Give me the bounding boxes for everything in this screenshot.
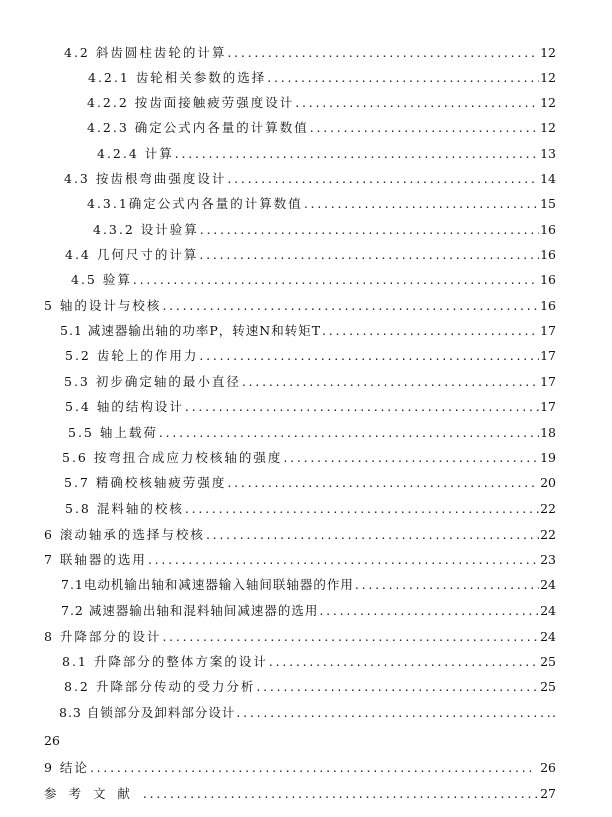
leader-dots <box>295 94 539 111</box>
toc-entry[interactable] <box>65 246 556 263</box>
toc-page: 17 <box>540 348 556 363</box>
toc-page: 20 <box>540 475 556 490</box>
leader-dots <box>227 474 539 491</box>
leader-dots <box>256 678 539 695</box>
toc-entry[interactable] <box>44 785 556 802</box>
toc-page: 25 <box>540 654 556 669</box>
leader-dots <box>185 500 539 517</box>
toc-label: 4.2.2 按齿面接触疲劳强度设计 <box>87 95 295 110</box>
toc-entry[interactable] <box>60 322 556 339</box>
toc-label: 5.8 混料轴的校核 <box>65 501 184 516</box>
toc-page: . <box>552 705 556 720</box>
toc-page: 17 <box>540 374 556 389</box>
toc-label: 4.3 按齿根弯曲强度设计 <box>64 171 227 186</box>
leader-dots <box>133 271 539 288</box>
leader-dots <box>355 576 539 593</box>
leader-dots <box>269 653 539 670</box>
toc-label: 4.2.4 计算 <box>97 146 174 161</box>
toc-entry[interactable] <box>71 271 556 288</box>
toc-label: 8.1 升降部分的整体方案的设计 <box>62 654 268 669</box>
toc-label: 5.6 按弯扭合成应力校核轴的强度 <box>62 450 283 465</box>
toc-page: 16 <box>540 222 556 237</box>
toc-page: 24 <box>540 629 556 644</box>
toc-page: 24 <box>540 577 556 592</box>
toc-page: 16 <box>540 272 556 287</box>
toc-page: 18 <box>540 425 556 440</box>
toc-label: 7.1电动机输出轴和减速器输入轴间联轴器的作用 <box>61 577 354 592</box>
leader-dots <box>90 759 535 776</box>
toc-label: 9 结论 <box>44 760 89 775</box>
leader-dots <box>185 398 539 415</box>
toc-page: 15 <box>540 196 556 211</box>
toc-entry[interactable] <box>64 474 556 491</box>
toc-entry[interactable] <box>62 653 556 670</box>
toc-page: 22 <box>540 527 556 542</box>
toc-entry[interactable] <box>88 69 556 86</box>
toc-label: 5.7 精确校核轴疲劳强度 <box>64 475 227 490</box>
toc-label: 4.5 验算 <box>71 272 132 287</box>
toc-label: 5.2 齿轮上的作用力 <box>65 348 199 363</box>
toc-page: 17 <box>540 399 556 414</box>
toc-label: 5 轴的设计与校核 <box>44 298 162 313</box>
toc-entry[interactable] <box>59 704 556 721</box>
toc-label: 5.5 轴上载荷 <box>68 425 158 440</box>
leader-dots <box>199 246 539 263</box>
toc-overflow-page: 26 <box>44 733 60 748</box>
leader-dots <box>148 551 539 568</box>
toc-entry[interactable] <box>64 678 556 695</box>
leader-dots <box>227 170 539 187</box>
leader-dots <box>283 449 539 466</box>
toc-label: 4.3.1确定公式内各量的计算数值 <box>87 196 303 211</box>
leader-dots <box>162 297 539 314</box>
toc-page: 22 <box>540 501 556 516</box>
toc-label: 8.3 自锁部分及卸料部分设计 <box>59 705 236 720</box>
toc-entry[interactable] <box>87 119 556 136</box>
toc-page: 13 <box>540 146 556 161</box>
toc-label: 7 联轴器的选用 <box>44 552 147 567</box>
toc-page: 12 <box>540 70 556 85</box>
leader-dots <box>200 221 539 238</box>
leader-dots <box>206 526 539 543</box>
toc-page: 23 <box>540 552 556 567</box>
toc-label: 4.2.1 齿轮相关参数的选择 <box>88 70 267 85</box>
toc-label: 4.3.2 设计验算 <box>93 222 199 237</box>
toc-entry[interactable] <box>44 297 556 314</box>
leader-dots <box>143 785 539 802</box>
toc-entry[interactable] <box>87 195 556 212</box>
toc-page: 24 <box>540 603 556 618</box>
toc-page: 17 <box>540 323 556 338</box>
toc-label: 7.2 减速器输出轴和混料轴间减速器的选用 <box>61 603 319 618</box>
toc-page: 26 <box>536 760 556 775</box>
toc-entry[interactable] <box>61 576 556 593</box>
toc-label: 4.2 斜齿圆柱齿轮的计算 <box>64 45 227 60</box>
leader-dots <box>242 373 539 390</box>
toc-label: 参 考 文 献 <box>44 786 142 801</box>
leader-dots <box>199 347 539 364</box>
toc-entry[interactable] <box>65 347 556 364</box>
leader-dots <box>159 424 539 441</box>
toc-label: 6 滚动轴承的选择与校核 <box>44 527 205 542</box>
toc-page: 16 <box>540 298 556 313</box>
toc-page: 27 <box>540 786 556 801</box>
leader-dots <box>319 602 539 619</box>
toc-entry[interactable] <box>44 526 556 543</box>
toc-label: 5.1 减速器输出轴的功率P，转速N和转矩T <box>60 323 322 338</box>
toc-label: 5.4 轴的结构设计 <box>65 399 184 414</box>
leader-dots <box>162 628 539 645</box>
toc-page: 25 <box>540 679 556 694</box>
toc-page: 19 <box>540 450 556 465</box>
leader-dots <box>175 145 539 162</box>
toc-page: 12 <box>540 120 556 135</box>
toc-label: 8.2 升降部分传动的受力分析 <box>64 679 256 694</box>
toc-entry[interactable] <box>64 170 556 187</box>
toc-label: 5.3 初步确定轴的最小直径 <box>64 374 241 389</box>
toc-entry[interactable] <box>68 424 556 441</box>
leader-dots <box>322 322 539 339</box>
toc-entry[interactable] <box>44 759 556 776</box>
toc-page: 16 <box>540 247 556 262</box>
toc-entry[interactable] <box>64 44 556 61</box>
toc-entry[interactable] <box>61 602 556 619</box>
toc-label: 4.2.3 确定公式内各量的计算数值 <box>87 120 309 135</box>
toc-page: 12 <box>540 45 556 60</box>
leader-dots <box>236 704 551 721</box>
toc-entry[interactable] <box>44 628 556 645</box>
toc-page: 14 <box>540 171 556 186</box>
toc-label: 4.4 几何尺寸的计算 <box>65 247 199 262</box>
leader-dots <box>267 69 539 86</box>
toc-label: 8 升降部分的设计 <box>44 629 162 644</box>
toc-entry[interactable] <box>87 94 556 111</box>
toc-entry[interactable] <box>65 500 556 517</box>
leader-dots <box>227 44 539 61</box>
leader-dots <box>304 195 539 212</box>
toc-entry[interactable] <box>93 221 556 238</box>
toc-entry[interactable] <box>64 373 556 390</box>
toc-entry[interactable] <box>62 449 556 466</box>
toc-entry[interactable] <box>44 551 556 568</box>
leader-dots <box>310 119 539 136</box>
toc-page: 12 <box>540 95 556 110</box>
toc-entry[interactable] <box>97 145 556 162</box>
toc-entry[interactable] <box>65 398 556 415</box>
